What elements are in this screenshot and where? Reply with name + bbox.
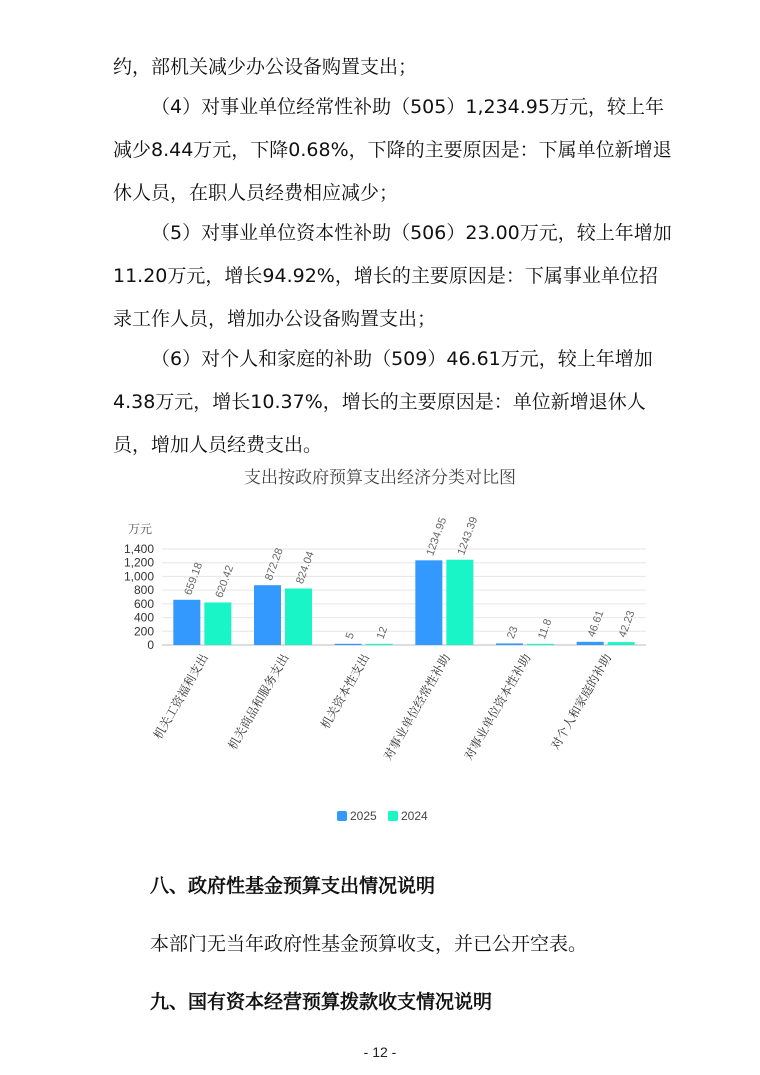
section-9-heading: 九、国有资本经营预算拨款收支情况说明 — [150, 991, 493, 1013]
data-label: 5 — [343, 630, 358, 641]
bar-2025 — [415, 560, 442, 645]
bar-2024 — [608, 642, 635, 645]
data-label: 872.28 — [263, 546, 286, 583]
data-label: 824.04 — [294, 549, 317, 586]
x-category-label: 对个人和家庭的补助 — [548, 651, 615, 753]
bar-2024 — [446, 560, 473, 645]
paragraph-item-5: （5）对事业单位资本性补助（506）23.00万元，较上年增加11.20万元，增长94.92%，增长的主要原因是：下属事业单位招录工作人员，增加办公设备购置支出； — [113, 222, 672, 330]
y-tick-label: 1,200 — [123, 555, 154, 570]
section-8-heading: 八、政府性基金预算支出情况说明 — [150, 875, 436, 897]
bar-2025 — [496, 643, 523, 645]
paragraph-item-6: （6）对个人和家庭的补助（509）46.61万元，较上年增加4.38万元，增长10.37%，增长的主要原因是：单位新增退休人员，增加人员经费支出。 — [113, 348, 653, 456]
page-number: - 12 - — [363, 1044, 397, 1060]
y-tick-label: 400 — [133, 610, 154, 625]
x-category-label: 对事业单位资本性补助 — [461, 651, 534, 763]
legend-label-2024: 2024 — [401, 809, 428, 823]
legend-swatch-2024 — [388, 811, 398, 821]
data-label: 23 — [505, 624, 521, 641]
section-8-text: 本部门无当年政府性基金预算收支，并已公开空表。 — [150, 933, 588, 955]
bar-2025 — [577, 642, 604, 645]
paragraph-item-4: （4）对事业单位经常性补助（505）1,234.95万元，较上年减少8.44万元，下降0.68%，下降的主要原因是：下属单位新增退休人员，在职人员经费相应减少； — [113, 96, 672, 204]
bar-2025 — [173, 600, 200, 645]
data-label: 42.23 — [616, 609, 638, 640]
y-axis-unit-label: 万元 — [127, 522, 153, 536]
bar-2024 — [285, 588, 312, 645]
x-category-label: 对事业单位经常性补助 — [380, 651, 453, 763]
data-label: 620.42 — [213, 563, 237, 600]
data-label: 12 — [374, 625, 391, 641]
x-category-label: 机关资本性支出 — [318, 651, 373, 732]
y-tick-label: 600 — [133, 596, 154, 611]
bar-2024 — [527, 644, 554, 645]
y-tick-label: 0 — [147, 638, 154, 652]
data-label: 46.61 — [585, 608, 607, 639]
x-category-label: 机关工资福利支出 — [150, 651, 211, 742]
y-tick-label: 200 — [133, 624, 154, 639]
data-label: 11.8 — [536, 617, 555, 641]
data-label: 1243.39 — [455, 515, 481, 557]
data-label: 659.18 — [182, 561, 206, 597]
legend-label-2025: 2025 — [350, 809, 377, 823]
y-tick-label: 800 — [133, 583, 154, 598]
y-tick-label: 1,400 — [123, 542, 154, 556]
x-category-label: 机关商品和服务支出 — [225, 651, 292, 753]
bar-2024 — [204, 602, 231, 645]
bar-2024 — [366, 644, 393, 645]
chart-title: 支出按政府预算支出经济分类对比图 — [244, 468, 516, 488]
y-tick-label: 1,000 — [123, 569, 154, 584]
legend-swatch-2025 — [337, 811, 347, 821]
paragraph-continuation: 约，部机关减少办公设备购置支出； — [113, 56, 418, 78]
data-label: 1234.95 — [424, 515, 450, 558]
bar-2025 — [254, 585, 281, 645]
bar-2025 — [335, 644, 362, 645]
